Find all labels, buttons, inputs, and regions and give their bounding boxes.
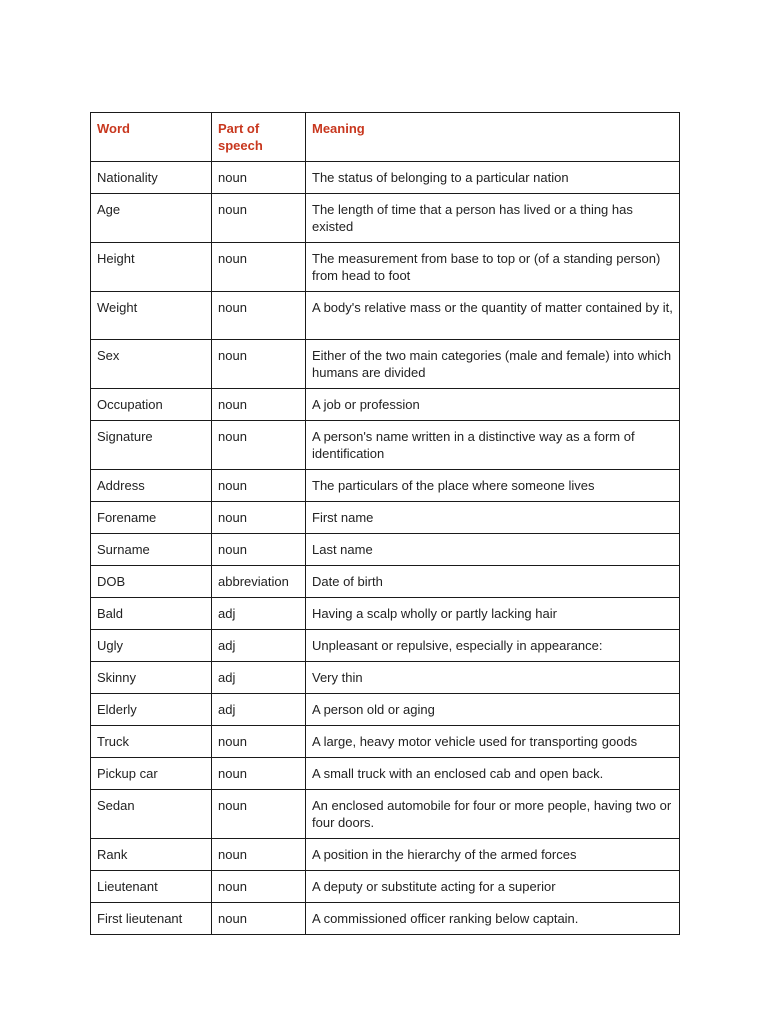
cell-meaning: Very thin: [306, 662, 680, 694]
cell-meaning: The particulars of the place where someone lives: [306, 470, 680, 502]
table-row: [91, 726, 680, 758]
cell-part-of-speech: noun: [212, 243, 306, 292]
cell-meaning: Date of birth: [306, 566, 680, 598]
cell-word: Sex: [91, 340, 212, 389]
cell-meaning: A job or profession: [306, 389, 680, 421]
cell-meaning: An enclosed automobile for four or more people, having two or four doors.: [306, 790, 680, 839]
cell-part-of-speech: noun: [212, 871, 306, 903]
cell-meaning: A person old or aging: [306, 694, 680, 726]
header-row: [91, 113, 680, 162]
cell-part-of-speech: noun: [212, 502, 306, 534]
cell-part-of-speech: noun: [212, 162, 306, 194]
table-body: [91, 162, 680, 935]
table-row: [91, 758, 680, 790]
cell-part-of-speech: noun: [212, 839, 306, 871]
cell-meaning: Either of the two main categories (male and female) into which humans are divided: [306, 340, 680, 389]
cell-meaning: Unpleasant or repulsive, especially in appearance:: [306, 630, 680, 662]
cell-meaning: A small truck with an enclosed cab and open back.: [306, 758, 680, 790]
cell-word: Ugly: [91, 630, 212, 662]
table-row: [91, 534, 680, 566]
cell-word: Nationality: [91, 162, 212, 194]
cell-word: Bald: [91, 598, 212, 630]
table-row: [91, 694, 680, 726]
header-meaning: Meaning: [306, 113, 680, 162]
table-row: [91, 162, 680, 194]
cell-word: Forename: [91, 502, 212, 534]
table-row: [91, 502, 680, 534]
cell-part-of-speech: noun: [212, 534, 306, 566]
table-row: [91, 903, 680, 935]
cell-word: Address: [91, 470, 212, 502]
table-row: [91, 389, 680, 421]
cell-word: Skinny: [91, 662, 212, 694]
cell-part-of-speech: adj: [212, 694, 306, 726]
cell-meaning: A body's relative mass or the quantity of matter contained by it,: [306, 292, 680, 340]
cell-meaning: The measurement from base to top or (of a standing person) from head to foot: [306, 243, 680, 292]
table-row: [91, 839, 680, 871]
cell-part-of-speech: adj: [212, 598, 306, 630]
cell-word: Sedan: [91, 790, 212, 839]
header-part-of-speech: Part of speech: [212, 113, 306, 162]
cell-word: Rank: [91, 839, 212, 871]
cell-word: Height: [91, 243, 212, 292]
table-row: [91, 790, 680, 839]
cell-meaning: A person's name written in a distinctive way as a form of identification: [306, 421, 680, 470]
table-row: [91, 566, 680, 598]
cell-meaning: The status of belonging to a particular nation: [306, 162, 680, 194]
cell-word: Surname: [91, 534, 212, 566]
cell-part-of-speech: noun: [212, 292, 306, 340]
cell-meaning: Last name: [306, 534, 680, 566]
cell-part-of-speech: adj: [212, 662, 306, 694]
cell-part-of-speech: abbreviation: [212, 566, 306, 598]
cell-part-of-speech: noun: [212, 340, 306, 389]
cell-meaning: A position in the hierarchy of the armed forces: [306, 839, 680, 871]
cell-meaning: A deputy or substitute acting for a superior: [306, 871, 680, 903]
cell-word: Lieutenant: [91, 871, 212, 903]
cell-meaning: The length of time that a person has lived or a thing has existed: [306, 194, 680, 243]
cell-word: Age: [91, 194, 212, 243]
table-row: [91, 421, 680, 470]
cell-part-of-speech: noun: [212, 790, 306, 839]
cell-word: Weight: [91, 292, 212, 340]
cell-part-of-speech: noun: [212, 903, 306, 935]
cell-meaning: A large, heavy motor vehicle used for transporting goods: [306, 726, 680, 758]
cell-word: Truck: [91, 726, 212, 758]
table-row: [91, 871, 680, 903]
table-row: [91, 630, 680, 662]
cell-part-of-speech: noun: [212, 389, 306, 421]
vocabulary-table: [90, 112, 680, 935]
cell-word: DOB: [91, 566, 212, 598]
cell-word: Elderly: [91, 694, 212, 726]
cell-part-of-speech: noun: [212, 421, 306, 470]
cell-part-of-speech: adj: [212, 630, 306, 662]
table-row: [91, 662, 680, 694]
cell-word: Occupation: [91, 389, 212, 421]
cell-part-of-speech: noun: [212, 758, 306, 790]
table-row: [91, 194, 680, 243]
table-header: [91, 113, 680, 162]
table-row: [91, 470, 680, 502]
cell-word: Signature: [91, 421, 212, 470]
cell-meaning: Having a scalp wholly or partly lacking hair: [306, 598, 680, 630]
table-row: [91, 243, 680, 292]
cell-part-of-speech: noun: [212, 726, 306, 758]
header-word: Word: [91, 113, 212, 162]
table-row: [91, 598, 680, 630]
cell-word: Pickup car: [91, 758, 212, 790]
cell-meaning: A commissioned officer ranking below captain.: [306, 903, 680, 935]
cell-part-of-speech: noun: [212, 194, 306, 243]
table-row: [91, 340, 680, 389]
cell-part-of-speech: noun: [212, 470, 306, 502]
cell-meaning: First name: [306, 502, 680, 534]
table-row: [91, 292, 680, 340]
cell-word: First lieutenant: [91, 903, 212, 935]
